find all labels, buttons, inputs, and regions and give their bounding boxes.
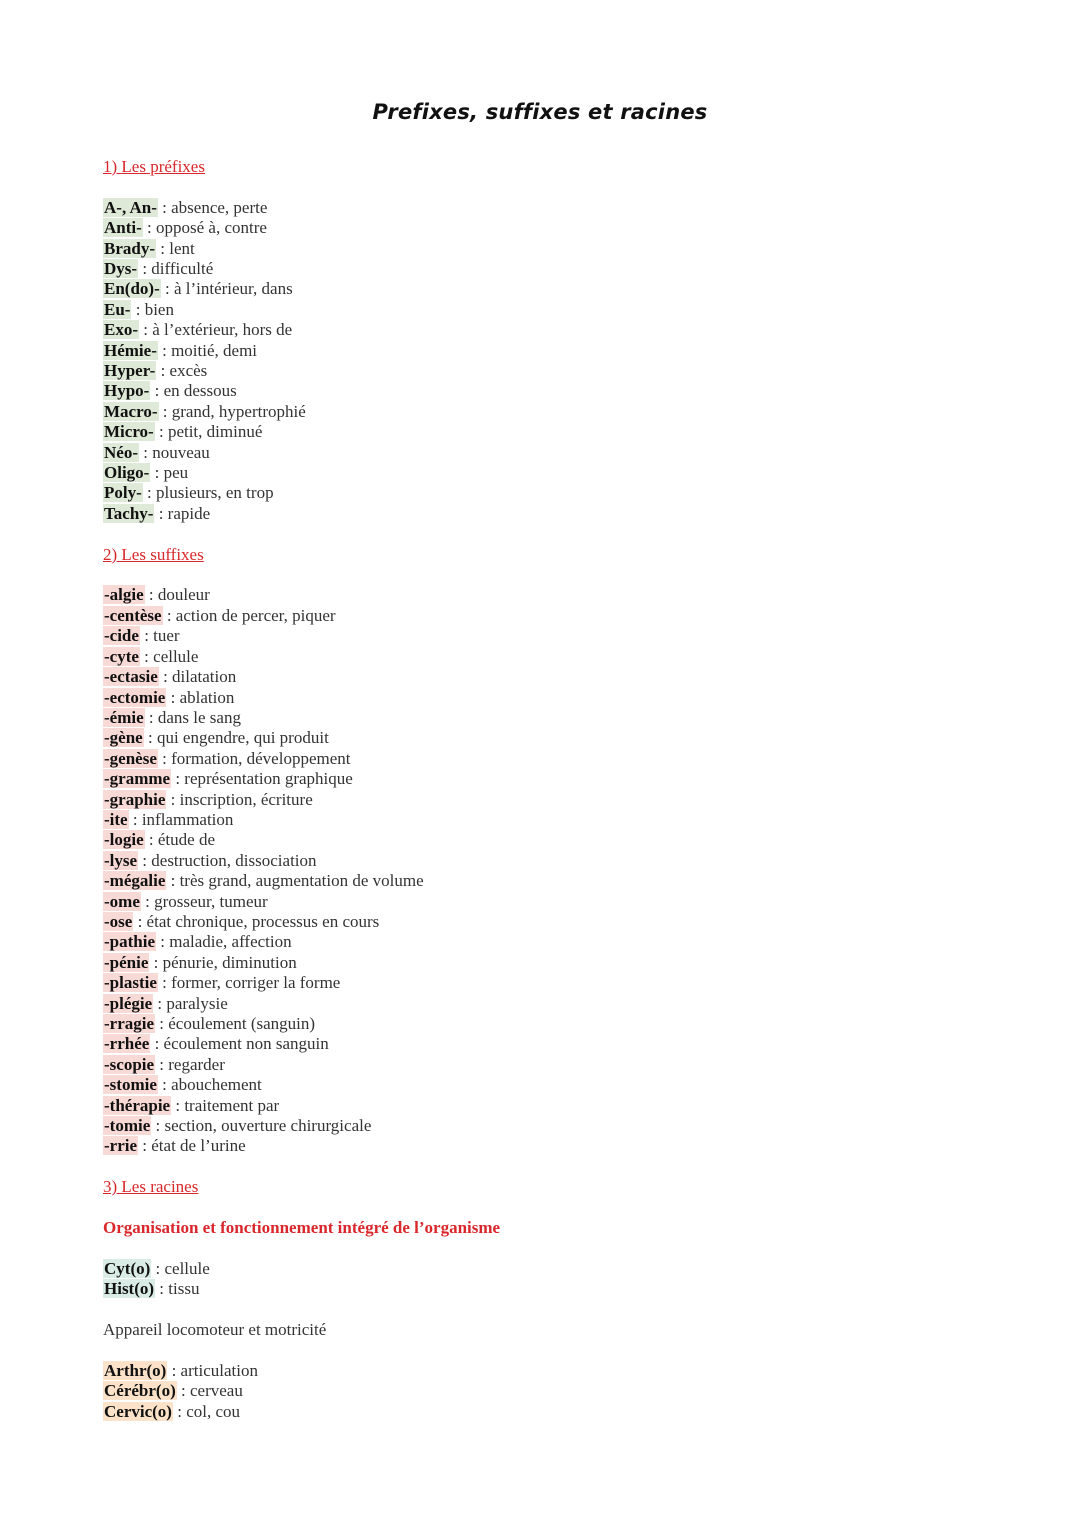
- definition: : étude de: [144, 830, 215, 850]
- list-item: [103, 504, 903, 524]
- definition: : destruction, dissociation: [138, 850, 317, 870]
- definition: : abouchement: [157, 1075, 262, 1095]
- definition: : dilatation: [158, 667, 237, 687]
- definition: : très grand, augmentation de volume: [166, 871, 424, 891]
- term: -thérapie: [104, 1095, 171, 1115]
- term: Hyper-: [104, 361, 156, 381]
- definition: : à l’extérieur, hors de: [139, 320, 293, 340]
- organisation-heading: Organisation et fonctionnement intégré de l’organisme: [103, 1218, 501, 1238]
- definition: : section, ouverture chirurgicale: [151, 1116, 372, 1136]
- organisation-root-list: [103, 1259, 903, 1300]
- definition: : représentation graphique: [171, 769, 353, 789]
- list-item: [103, 422, 903, 442]
- definition: : opposé à, contre: [142, 218, 267, 238]
- list-item: [103, 667, 903, 687]
- prefix-list: [103, 198, 903, 525]
- list-item: [103, 708, 903, 728]
- definition: : nouveau: [138, 442, 210, 462]
- definition: : moitié, demi: [157, 340, 258, 360]
- list-item: [103, 259, 903, 279]
- list-item: [103, 1034, 903, 1054]
- list-item: [103, 402, 903, 422]
- spacer: [103, 1300, 903, 1320]
- list-item: [103, 1096, 903, 1116]
- definition: : grand, hypertrophié: [158, 401, 306, 421]
- term: -ome: [104, 891, 140, 911]
- definition: : rapide: [154, 503, 211, 523]
- list-item: [103, 606, 903, 626]
- term: Micro-: [104, 422, 154, 442]
- term: -tomie: [104, 1116, 151, 1136]
- list-item: [103, 1402, 903, 1422]
- locomoteur-root-list: [103, 1361, 903, 1422]
- definition: : ablation: [166, 687, 235, 707]
- definition: : paralysie: [153, 993, 228, 1013]
- term: Brady-: [104, 238, 155, 258]
- list-item: [103, 1136, 903, 1156]
- definition: : cellule: [151, 1258, 210, 1278]
- definition: : regarder: [155, 1054, 225, 1074]
- spacer: [103, 177, 903, 197]
- list-item: [103, 728, 903, 748]
- page-title: Prefixes, suffixes et racines: [372, 100, 708, 124]
- definition: : lent: [156, 238, 195, 258]
- list-item: [103, 688, 903, 708]
- list-item: [103, 810, 903, 830]
- term: -émie: [104, 707, 144, 727]
- suffixes-heading: 2) Les suffixes: [103, 544, 204, 564]
- term: -genèse: [104, 748, 157, 768]
- list-item: [103, 1116, 903, 1136]
- term: -rrhée: [104, 1034, 150, 1054]
- list-item: [103, 912, 903, 932]
- spacer: [103, 1340, 903, 1360]
- list-item: [103, 1014, 903, 1034]
- list-item: [103, 1075, 903, 1095]
- definition: : difficulté: [138, 259, 214, 279]
- term: Tachy-: [104, 503, 154, 523]
- list-item: [103, 381, 903, 401]
- definition: : qui engendre, qui produit: [143, 728, 329, 748]
- list-item: [103, 769, 903, 789]
- definition: : inflammation: [128, 809, 234, 829]
- definition: : état chronique, processus en cours: [133, 911, 380, 931]
- definition: : cerveau: [176, 1381, 243, 1401]
- list-item: [103, 851, 903, 871]
- list-item: [103, 585, 903, 605]
- term: -graphie: [104, 789, 166, 809]
- term: Hypo-: [104, 381, 150, 401]
- definition: : petit, diminué: [154, 422, 263, 442]
- definition: : excès: [156, 361, 208, 381]
- term: Cyt(o): [104, 1258, 151, 1278]
- term: -rrie: [104, 1136, 138, 1156]
- spacer: [103, 1198, 903, 1218]
- term: -gène: [104, 728, 143, 748]
- list-item: [103, 279, 903, 299]
- list-item: [103, 830, 903, 850]
- term: -logie: [104, 830, 144, 850]
- term: -lyse: [104, 850, 138, 870]
- term: -ose: [104, 911, 133, 931]
- term: Cervic(o): [104, 1401, 172, 1421]
- term: -ectomie: [104, 687, 166, 707]
- term: -mégalie: [104, 871, 166, 891]
- term: -cide: [104, 626, 139, 646]
- list-item: [103, 994, 903, 1014]
- term: -rragie: [104, 1014, 155, 1034]
- term: -pénie: [104, 952, 149, 972]
- term: Néo-: [104, 442, 138, 462]
- definition: : dans le sang: [144, 707, 241, 727]
- list-item: [103, 871, 903, 891]
- term: -stomie: [104, 1075, 157, 1095]
- list-item: [103, 1381, 903, 1401]
- term: -centèse: [104, 605, 162, 625]
- term: -algie: [104, 585, 144, 605]
- term: Cérébr(o): [104, 1381, 176, 1401]
- list-item: [103, 932, 903, 952]
- list-item: [103, 892, 903, 912]
- definition: : inscription, écriture: [166, 789, 313, 809]
- definition: : cellule: [139, 646, 199, 666]
- term: -ite: [104, 809, 128, 829]
- list-item: [103, 361, 903, 381]
- document-body: [103, 157, 903, 1422]
- term: Hémie-: [104, 340, 157, 360]
- term: -pathie: [104, 932, 155, 952]
- definition: : état de l’urine: [138, 1136, 246, 1156]
- spacer: [103, 524, 903, 544]
- definition: : douleur: [144, 585, 210, 605]
- list-item: [103, 626, 903, 646]
- term: -scopie: [104, 1054, 155, 1074]
- list-item: [103, 483, 903, 503]
- term: En(do)-: [104, 279, 160, 299]
- definition: : bien: [131, 299, 174, 319]
- definition: : plusieurs, en trop: [142, 483, 274, 503]
- definition: : maladie, affection: [156, 932, 292, 952]
- definition: : en dessous: [150, 381, 237, 401]
- list-item: [103, 239, 903, 259]
- locomoteur-heading: Appareil locomoteur et motricité: [103, 1320, 327, 1340]
- list-item: [103, 320, 903, 340]
- term: Exo-: [104, 320, 138, 340]
- term: Arthr(o): [104, 1360, 167, 1380]
- spacer: [103, 1238, 903, 1258]
- list-item: [103, 973, 903, 993]
- list-item: [103, 300, 903, 320]
- term: Dys-: [104, 259, 138, 279]
- definition: : action de percer, piquer: [162, 605, 336, 625]
- term: Poly-: [104, 483, 142, 503]
- suffix-list: [103, 585, 903, 1156]
- list-item: [103, 790, 903, 810]
- definition: : à l’intérieur, dans: [160, 279, 293, 299]
- list-item: [103, 463, 903, 483]
- spacer: [103, 1157, 903, 1177]
- term: -ectasie: [104, 667, 158, 687]
- spacer: [103, 565, 903, 585]
- definition: : former, corriger la forme: [157, 973, 341, 993]
- list-item: [103, 1279, 903, 1299]
- prefixes-heading: 1) Les préfixes: [103, 157, 205, 176]
- definition: : tissu: [155, 1279, 200, 1299]
- list-item: [103, 443, 903, 463]
- definition: : pénurie, diminution: [149, 952, 297, 972]
- term: Anti-: [104, 218, 142, 238]
- term: Macro-: [104, 401, 158, 421]
- definition: : col, cou: [172, 1401, 241, 1421]
- list-item: [103, 341, 903, 361]
- definition: : absence, perte: [157, 197, 268, 217]
- term: -cyte: [104, 646, 139, 666]
- list-item: [103, 218, 903, 238]
- racines-heading: 3) Les racines: [103, 1177, 199, 1197]
- definition: : écoulement non sanguin: [150, 1034, 329, 1054]
- term: Oligo-: [104, 463, 150, 483]
- list-item: [103, 647, 903, 667]
- list-item: [103, 749, 903, 769]
- list-item: [103, 198, 903, 218]
- term: -plastie: [104, 973, 157, 993]
- definition: : peu: [150, 463, 189, 483]
- term: Hist(o): [104, 1279, 155, 1299]
- list-item: [103, 1361, 903, 1381]
- definition: : formation, développement: [157, 748, 351, 768]
- list-item: [103, 953, 903, 973]
- list-item: [103, 1259, 903, 1279]
- definition: : tuer: [139, 626, 180, 646]
- definition: : articulation: [167, 1360, 258, 1380]
- list-item: [103, 1055, 903, 1075]
- term: A-, An-: [104, 197, 157, 217]
- definition: : écoulement (sanguin): [155, 1014, 316, 1034]
- term: -gramme: [104, 769, 171, 789]
- definition: : traitement par: [171, 1095, 280, 1115]
- term: Eu-: [104, 299, 131, 319]
- term: -plégie: [104, 993, 153, 1013]
- definition: : grosseur, tumeur: [140, 891, 268, 911]
